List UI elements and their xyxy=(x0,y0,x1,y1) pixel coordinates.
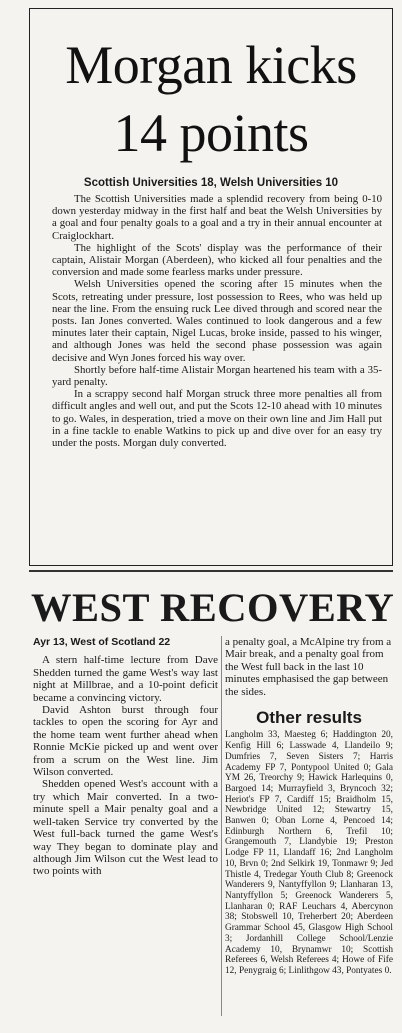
paragraph: Welsh Universities opened the scoring after 15 minutes when the Scots, retreating under pressure, lost possession to Rees, who was held up near the line. From the ensuing ruck Lee dived through and scored near the posts. Ian Jones converted. Wales continued to look dangerous and a few minutes later their captain, Nigel Lucas, broke inside, passed to his winger, and although Jones was held the second phase possession was again decisive and Wyn Jones forced his way over. xyxy=(52,278,382,364)
headline-line-2: 14 points xyxy=(113,103,309,163)
top-story-body xyxy=(52,193,382,449)
paragraph: Shedden opened West's account with a try which Mair converted. In a two-minute spell a Mair penalty goal and a well-taken Service try converted by the West full-back turned the game West's way They began to dominate play and although Jim Wilson cut the West lead to two points with xyxy=(33,778,218,878)
continuation-paragraph: a penalty goal, a McAlpine try from a Mair break, and a penalty goal from the West full back in the last 10 minutes emphasised the gap between the sides. xyxy=(225,636,392,698)
paragraph: David Ashton burst through four tackles to open the scoring for Ayr and the home team went further ahead when Ronnie McKie picked up and went over from a scrum on the West line. Jim Wilson converted. xyxy=(33,704,218,779)
paragraph: The highlight of the Scots' display was the performance of their captain, Alistair Morgan (Aberdeen), who kicked all four penalties and the conversion and made some fearless marks under pressure. xyxy=(52,241,382,279)
paragraph: A stern half-time lecture from Dave Shedden turned the game West's way last night at Millbrae, and a 10-point deficit became a convincing victory. xyxy=(33,654,218,704)
second-story-column-1 xyxy=(33,636,218,878)
second-score-line: Ayr 13, West of Scotland 22 xyxy=(33,636,171,648)
score-line: Scottish Universities 18, Welsh Universities 10 xyxy=(83,177,339,189)
column-divider xyxy=(221,636,222,1016)
paragraph: The Scottish Universities made a splendid recovery from being 0-10 down yesterday midway in the first half and beat the Welsh Universities by a goal and four penalty goals to a goal and a try in their annual encounter at Craiglockhart. xyxy=(52,193,382,242)
other-results-list: Langholm 33, Maesteg 6; Haddington 20, Kenfig Hill 6; Lasswade 4, Llandeilo 9; Dumfries 7, Seven Sisters 7; Harris Academy FP 7, Pontypool United 0; Gala YM 26, Treorchy 9; Hawick Harlequins 0, Bargoed 14; Murrayfield 3, Bryncoch 32; Heriot's FP 7, Cardiff 15; Braidholm 15, Newbridge United 12; Stewartry 15, Banwen 0; Oban Lorne 4, Pencoed 14; Edinburgh Northern 6, Trefil 10; Grangemouth 7, Llandybie 19; Preston Lodge FP 11, Llandaff 16; 2nd Langholm 10, Brvn 0; 2nd Selkirk 19, Tonmawr 9; Jed Thistle 4, Tredegar Youth Club 8; Greenock Wanderers 9, Nantyffyllon 9; Llanharan 13, Nantyffyllon 5; Greenock Wanderers 5, Llanharan 0; RAF Leuchars 4, Abercynon 38; Stobswell 10, Treherbert 20; Aberdeen Grammar School 45, Glasgow High School 3; Jordanhill College School/Lenzie Academy 10, Brynamwr 10; Scottish Referees 6, Welsh Referees 4; Howe of Fife 12, Penygraig 6; Linlithgow 43, Pontyates 0. xyxy=(225,730,393,976)
paragraph: Shortly before half-time Alistair Morgan heartened his team with a 35-yard penalty. xyxy=(52,363,382,389)
headline-line-1: Morgan kicks xyxy=(65,35,357,95)
second-headline: WEST RECOVERY xyxy=(31,585,395,630)
second-story-column-2 xyxy=(225,636,393,977)
section-divider xyxy=(29,570,393,572)
other-results-heading: Other results xyxy=(256,708,362,728)
paragraph: In a scrappy second half Morgan struck three more penalties all from difficult angles and well out, and put the Scots 12-10 ahead with 10 minutes to go. Wales, in desperation, tried a move on their own line and Jim Hall put in a fine tackle to enable Watkins to pick up and dive over for an easy try under the posts. Morgan duly converted. xyxy=(52,388,382,450)
